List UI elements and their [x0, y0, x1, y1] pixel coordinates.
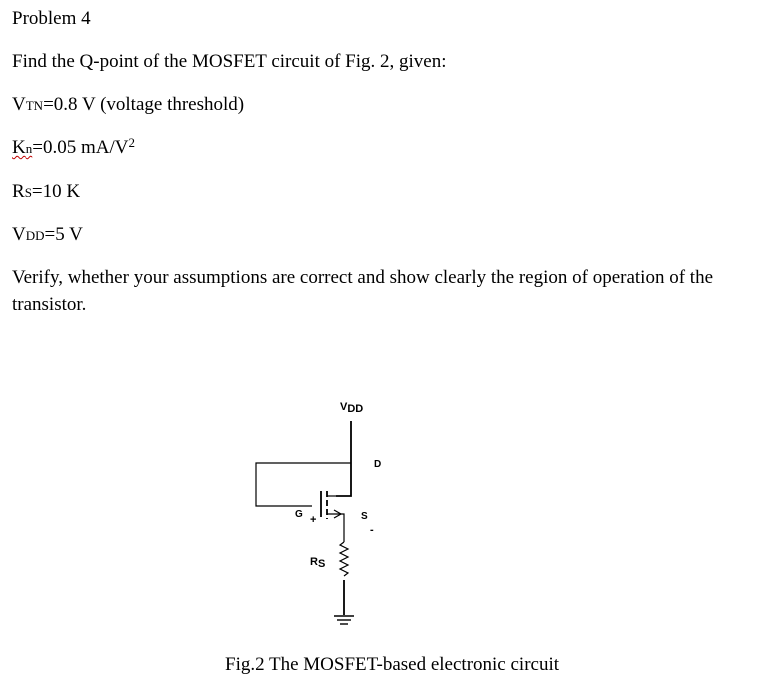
gate-feedback-wire [256, 463, 351, 506]
drain-label: D [374, 459, 382, 470]
figure-caption: Fig.2 The MOSFET-based electronic circuit [225, 654, 560, 675]
vdd-label: VDD [340, 401, 364, 415]
problem-intro: Find the Q-point of the MOSFET circuit of Fig. 2, given: [12, 51, 447, 72]
kn-symbol-group [12, 137, 32, 158]
kn-superscript: 2 [128, 135, 135, 150]
vtn-symbol: V [12, 94, 26, 115]
param-kn [12, 137, 135, 160]
gate-plus-label: + [310, 514, 317, 526]
instruction-paragraph: Verify, whether your assumptions are correct and show clearly the region of operation of the transistor. [12, 267, 713, 315]
rs-subscript: S [24, 185, 32, 200]
rs-resistor [340, 542, 348, 576]
problem-title: Problem 4 [12, 8, 91, 29]
kn-subscript: n [25, 141, 33, 156]
kn-value: =0.05 mA/V [32, 137, 129, 158]
mosfet-circuit-diagram [230, 385, 430, 635]
source-wire [327, 514, 344, 542]
source-label: S [361, 511, 368, 522]
param-rs [12, 181, 80, 204]
vtn-subscript: TN [25, 98, 44, 113]
param-vdd [12, 224, 83, 247]
source-minus-label: - [370, 524, 374, 536]
rs-value: =10 K [31, 181, 81, 202]
vdd-value: =5 V [44, 224, 83, 245]
vdd-subscript: DD [25, 228, 45, 243]
param-vtn [12, 94, 244, 117]
vtn-value: =0.8 V (voltage threshold) [43, 94, 245, 115]
kn-symbol: K [12, 137, 26, 158]
rs-symbol: R [12, 181, 25, 202]
gate-label: G [295, 509, 303, 520]
vdd-symbol: V [12, 224, 26, 245]
rs-label: RS [310, 556, 326, 570]
vdd-rail-wire [336, 421, 351, 496]
